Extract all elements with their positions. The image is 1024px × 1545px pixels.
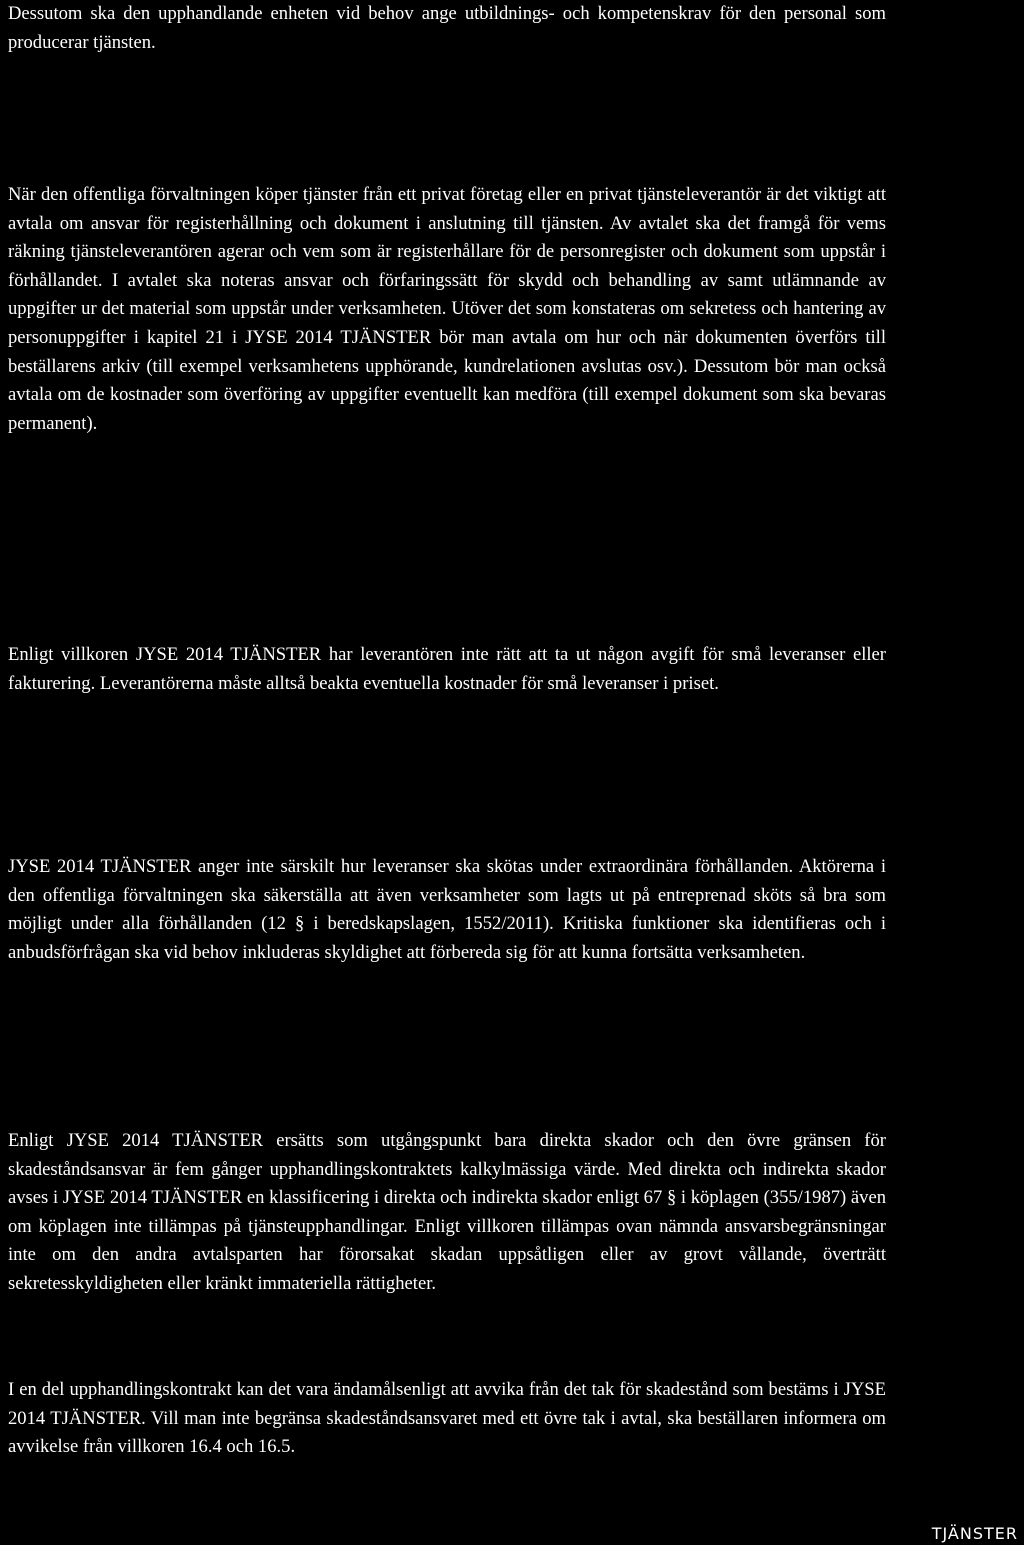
paragraph-damages-liability: Enligt JYSE 2014 TJÄNSTER ersätts som utgångspunkt bara direkta skador och den övre gränsen för skadeståndsansvar är fem gånger upphandlingskontraktets kalkylmässiga värde. Med direkta och indirekta skador avses i JYSE 2014 TJÄNSTER en klassificering i direkta och indirekta skador enligt 67 § i köplagen (355/1987) även om köplagen inte tillämpas på tjänsteupphandlingar. Enligt villkoren tillämpas ovan nämnda ansvarsbegränsningar inte om den andra avtalsparten har förorsakat skadan uppsåtligen eller av grovt vållande, överträtt sekretesskyldigheten eller kränkt immateriella rättigheter. [8, 1130, 886, 1294]
paragraph-small-deliveries: Enligt villkoren JYSE 2014 TJÄNSTER har leverantören inte rätt att ta ut någon avgift för små leveranser eller fakturering. Leverantörerna måste alltså beakta eventuella kostnader för små leveranser i priset. [8, 644, 886, 694]
paragraph-damages-cap-deviation: I en del upphandlingskontrakt kan det vara ändamålsenligt att avvika från det tak för skadestånd som bestäms i JYSE 2014 TJÄNSTER. Vill man inte begränsa skadeståndsansvaret med ett övre tak i avtal, ska beställaren informera om avvikelse från villkoren 16.4 och 16.5. [8, 1379, 886, 1458]
footer-label: TJÄNSTER [931, 1524, 1018, 1543]
paragraph-extraordinary-conditions: JYSE 2014 TJÄNSTER anger inte särskilt hur leveranser ska skötas under extraordinära förhållanden. Aktörerna i den offentliga förvaltningen ska säkerställa att även verksamheter som lagts ut på entreprenad sköts så bra som möjligt under alla förhållanden (12 § i beredskapslagen, 1552/2011). Kritiska funktioner ska identifieras och i anbudsförfrågan ska vid behov inkluderas skyldighet att förbereda sig för att kunna fortsätta verksamheten. [8, 856, 886, 963]
paragraph-competence-requirements: Dessutom ska den upphandlande enheten vid behov ange utbildnings- och kompetenskrav för den personal som producerar tjänsten. [8, 3, 886, 53]
paragraph-record-keeping: När den offentliga förvaltningen köper tjänster från ett privat företag eller en privat tjänsteleverantör är det viktigt att avtala om ansvar för registerhållning och dokument i anslutning till tjänsten. Av avtalet ska det framgå för vems räkning tjänsteleverantören agerar och vem som är registerhållare för de personregister och dokument som uppstår i förhållandet. I avtalet ska noteras ansvar och förfaringssätt för skydd och behandling av samt utlämnande av uppgifter ur det material som uppstår under verksamheten. Utöver det som konstateras om sekretess och hantering av personuppgifter i kapitel 21 i JYSE 2014 TJÄNSTER bör man avtala om hur och när dokumenten överförs till beställarens arkiv (till exempel verksamhetens upphörande, kundrelationen avslutas osv.). Dessutom bör man också avtala om de kostnader som överföring av uppgifter eventuellt kan medföra (till exempel dokument som ska bevaras permanent). [8, 184, 886, 434]
